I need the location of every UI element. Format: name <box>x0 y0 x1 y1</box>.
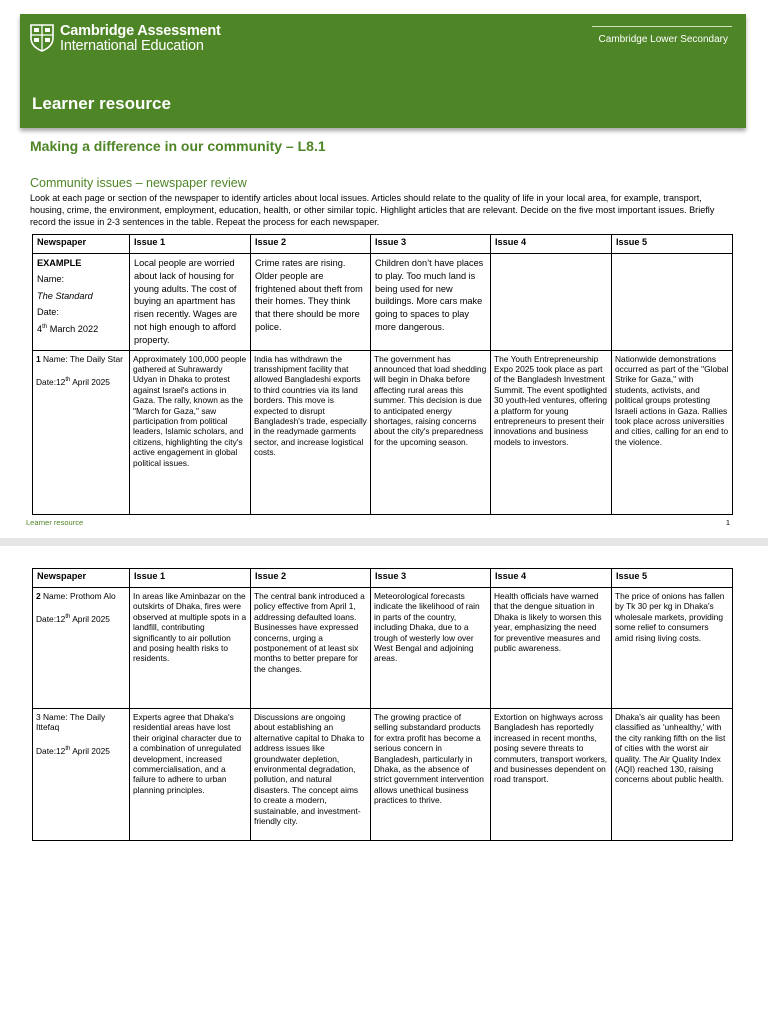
issue-cell: India has withdrawn the transshipment facility that allowed Bangladeshi exports to third countries via its land borders. This move is expected to disrupt Bangladesh's trade, especially in the readymade garments sector, and increase logistical costs. <box>251 350 371 514</box>
example-name-label: Name: <box>37 274 65 285</box>
page-title: Making a difference in our community – L8.1 <box>30 138 326 154</box>
header-issue-5: Issue 5 <box>612 235 733 254</box>
header-banner <box>20 14 746 128</box>
newspaper-date: Date:12th April 2025 <box>36 376 110 387</box>
issue-cell: Extortion on highways across Bangladesh has reportedly increased in recent months, posing severe threats to commuters, transport workers, and businesses dependent on road transport. <box>491 709 612 841</box>
page-2 <box>0 546 768 1024</box>
section-title: Community issues – newspaper review <box>30 176 247 190</box>
example-date: 4th March 2022 <box>37 323 99 334</box>
footer-label: Learner resource <box>26 518 84 527</box>
example-issue-2: Crime rates are rising. Older people are frightened about theft from their homes. They think that there should be more police. <box>251 254 371 351</box>
issue-cell: The Youth Entrepreneurship Expo 2025 took place as part of the Bangladesh Investment Summit. The event spotlighted 30 youth-led ventures, offering a platform for young entrepreneurs to present their innovations and business models to investors. <box>491 350 612 514</box>
subbrand-divider <box>592 26 732 27</box>
header-issue-4: Issue 4 <box>491 569 612 588</box>
header-issue-1: Issue 1 <box>130 235 251 254</box>
newspaper-date: Date:12th April 2025 <box>36 614 110 625</box>
shield-crest-icon <box>30 24 54 52</box>
newspaper-table-page-2 <box>32 568 733 841</box>
example-issue-4 <box>491 254 612 351</box>
example-newspaper-cell <box>33 254 130 351</box>
table-row <box>33 709 733 841</box>
subbrand-label: Cambridge Lower Secondary <box>598 34 728 45</box>
example-paper-name: The Standard <box>37 290 93 301</box>
newspaper-cell <box>33 588 130 709</box>
issue-cell: In areas like Aminbazar on the outskirts of Dhaka, fires were observed at multiple spots in a landfill, contributing significantly to air pollution and posing health risks to residents. <box>130 588 251 709</box>
newspaper-name: 2 Name: Prothom Alo <box>36 591 116 601</box>
issue-cell: The central bank introduced a policy effective from April 1, addressing defaulted loans. Businesses have expressed concerns, urging a postponement of at least six months to better prepare for the changes. <box>251 588 371 709</box>
table-header-row <box>33 569 733 588</box>
example-issue-1: Local people are worried about lack of housing for young adults. The cost of buying an apartment has risen recently. Wages are not high enough to afford property. <box>130 254 251 351</box>
issue-cell: The price of onions has fallen by Tk 30 per kg in Dhaka's wholesale markets, providing some relief to consumers amid rising living costs. <box>612 588 733 709</box>
example-issue-3: Children don’t have places to play. Too much land is being used for new buildings. More cars make going to spaces to play more dangerous. <box>371 254 491 351</box>
issue-cell: Meteorological forecasts indicate the likelihood of rain in parts of the country, including Dhaka, due to a trough of westerly low over West Bengal and adjoining areas. <box>371 588 491 709</box>
table-header-row <box>33 235 733 254</box>
issue-cell: Approximately 100,000 people gathered at Suhrawardy Udyan in Dhaka to protest against Israel's actions in Gaza. The rally, known as the "March for Gaza," saw participation from political leaders, Islamic scholars, and citizens, highlighting the city's active engagement in global political issues. <box>130 350 251 514</box>
page-number: 1 <box>725 518 730 527</box>
example-label: EXAMPLE <box>37 258 82 268</box>
table-row <box>33 350 733 514</box>
header-issue-5: Issue 5 <box>612 569 733 588</box>
cambridge-logo <box>30 24 221 54</box>
issue-cell: Nationwide demonstrations occurred as part of the "Global Strike for Gaza," with students, activists, and political groups protesting Israeli actions in Gaza. Rallies took place across universities and cities, calling for an end to the violence. <box>612 350 733 514</box>
brand-line-2: International Education <box>60 38 204 54</box>
instructions-text: Look at each page or section of the newspaper to identify articles about local issues. Articles should relate to the quality of life in your local area, for example, transport, housing, crime, the environment, employment, education, health, or other similar topic. Highlight articles that are relevant. Decide on the five most important issues. Briefly record the issue in 2-3 sentences in the table. Repeat the process for each newspaper. <box>30 193 715 227</box>
newspaper-table-page-1 <box>32 234 733 515</box>
issue-cell: The growing practice of selling substandard products for extra profit has become a serious concern in Bangladesh, particularly in Dhaka, as the absence of strict government intervention allows unethical business practices to thrive. <box>371 709 491 841</box>
issue-cell: Discussions are ongoing about establishing an alternative capital to Dhaka to address issues like groundwater depletion, environmental degradation, pollution, and natural disasters. The concept aims to create a modern, sustainable, and investment-friendly city. <box>251 709 371 841</box>
issue-cell: The government has announced that load shedding will begin in Dhaka before affecting rural areas this summer. This decision is due to anticipated energy shortages, raising concerns about the city's preparedness for the upcoming season. <box>371 350 491 514</box>
brand-line-1: Cambridge Assessment <box>60 23 221 39</box>
table-row <box>33 588 733 709</box>
newspaper-name: 1 Name: The Daily Star <box>36 353 123 364</box>
newspaper-cell <box>33 709 130 841</box>
newspaper-cell <box>33 350 130 514</box>
newspaper-name: 3 Name: The Daily Ittefaq <box>36 712 106 733</box>
example-issue-5 <box>612 254 733 351</box>
issue-cell: Dhaka's air quality has been classified as 'unhealthy,' with the city ranking fifth on the list of cities with the worst air quality. The Air Quality Index (AQI) reached 130, raising concerns about public health. <box>612 709 733 841</box>
table-row-example <box>33 254 733 351</box>
header-issue-1: Issue 1 <box>130 569 251 588</box>
header-issue-3: Issue 3 <box>371 235 491 254</box>
header-issue-3: Issue 3 <box>371 569 491 588</box>
header-newspaper: Newspaper <box>33 569 130 588</box>
header-issue-2: Issue 2 <box>251 235 371 254</box>
header-issue-4: Issue 4 <box>491 235 612 254</box>
newspaper-date: Date:12th April 2025 <box>36 745 110 756</box>
example-date-label: Date: <box>37 307 59 318</box>
banner-title: Learner resource <box>32 94 171 113</box>
header-newspaper: Newspaper <box>33 235 130 254</box>
issue-cell: Health officials have warned that the dengue situation in Dhaka is likely to worsen this year, emphasizing the need for preventive measures and public awareness. <box>491 588 612 709</box>
issue-cell: Experts agree that Dhaka's residential areas have lost their original character due to a combination of unregulated development, increased commercialisation, and a failure to adhere to urban planning principles. <box>130 709 251 841</box>
header-issue-2: Issue 2 <box>251 569 371 588</box>
